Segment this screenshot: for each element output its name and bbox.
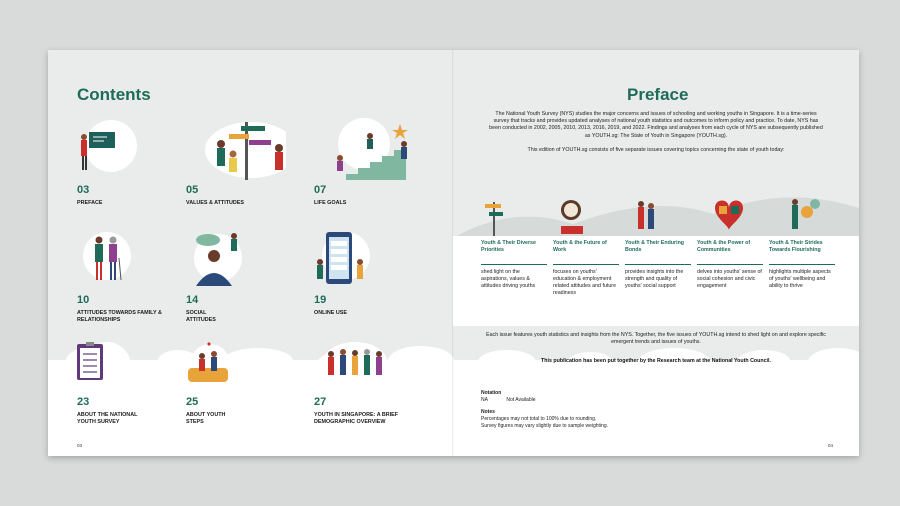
issue-title: Youth & Their Diverse Priorities bbox=[481, 240, 547, 265]
notes-heading: Notes bbox=[481, 409, 495, 415]
issue-description: shed light on the aspirations, values & attitudes driving youths bbox=[481, 269, 536, 289]
thinking-person-illustration bbox=[186, 228, 256, 290]
publication-credit: This publication has been put together by the Research team at the National Youth Council. bbox=[541, 358, 771, 364]
toc-label: PREFACE bbox=[77, 200, 103, 206]
group-of-youths-illustration bbox=[314, 340, 394, 402]
preface-page bbox=[453, 50, 859, 456]
toc-page-number: 05 bbox=[186, 184, 199, 196]
notation-code: NA bbox=[481, 397, 488, 403]
issue-title: Youth & Their Strides Towards Flourishing bbox=[769, 240, 835, 265]
toc-page-number: 23 bbox=[77, 396, 90, 408]
contents-title: Contents bbox=[77, 85, 151, 104]
stairs-to-star-illustration bbox=[314, 118, 424, 180]
teacher-at-board-illustration bbox=[77, 118, 147, 180]
intro-paragraph-1: The National Youth Survey (NYS) studies the major concerns and issues of schooling and working youths in Singapore. It is a time-series survey that tracks and provides updated analyses of national youth statistics and outcomes to inform policy and practice. To date, NYS has been conducted in 2002, 2005, 2010, 2013, 2016, 2019, and 2022. Findings and analyses from each cycle of NYS are subsequently published as YOUTH.sg: The State of Youth in Singapore (YOUTH.sg). bbox=[489, 111, 823, 139]
contents-page bbox=[48, 50, 453, 456]
toc-page-number: 27 bbox=[314, 396, 327, 408]
issues-illustration-strip bbox=[453, 184, 859, 238]
family-on-sofa-illustration bbox=[186, 340, 256, 402]
note-item: Survey figures may vary slightly due to sample weighting. bbox=[481, 423, 609, 429]
toc-page-number: 07 bbox=[314, 184, 327, 196]
preface-title: Preface bbox=[627, 85, 689, 104]
issues-summary: Each issue features youth statistics and insights from the NYS. Together, the five issues of YOUTH.sg intend to shed light on and explore specific emergent trends and issues of youths. bbox=[486, 332, 826, 346]
toc-item-social-attitudes[interactable] bbox=[186, 228, 296, 328]
toc-item-values-attitudes[interactable] bbox=[186, 118, 296, 218]
notation-notes bbox=[481, 390, 608, 430]
intro-paragraph-2: This edition of YOUTH.sg consists of five separate issues covering topics concerning the state of youth today: bbox=[527, 146, 785, 153]
survey-clipboard-illustration bbox=[77, 340, 147, 402]
issue-description: focuses on youths' education & employment related attitudes and future readiness bbox=[553, 269, 617, 296]
toc-label: ATTITUDES TOWARDS FAMILY & RELATIONSHIPS bbox=[77, 310, 162, 323]
issue-title: Youth & the Power of Communities bbox=[697, 240, 763, 265]
toc-label: LIFE GOALS bbox=[314, 200, 347, 206]
issue-title: Youth & the Future of Work bbox=[553, 240, 619, 265]
toc-item-family-relationships[interactable] bbox=[77, 228, 187, 328]
toc-item-online-use[interactable] bbox=[314, 228, 424, 328]
note-item: Percentages may not total to 100% due to rounding. bbox=[481, 416, 597, 422]
toc-label: YOUTH IN SINGAPORE: A BRIEF DEMOGRAPHIC OVERVIEW bbox=[314, 412, 399, 425]
phone-profiles-illustration bbox=[314, 228, 384, 290]
issue-diverse-priorities bbox=[481, 240, 547, 290]
toc-item-demographic-overview[interactable] bbox=[314, 340, 434, 440]
toc-item-about-youth-steps[interactable] bbox=[186, 340, 296, 440]
issue-enduring-bonds bbox=[625, 240, 691, 290]
toc-item-life-goals[interactable] bbox=[314, 118, 424, 218]
preface-intro bbox=[489, 111, 823, 161]
toc-page-number: 14 bbox=[186, 294, 199, 306]
issue-strides-towards-flourishing bbox=[769, 240, 835, 290]
right-page-number: 04 bbox=[827, 443, 833, 448]
issues-panel bbox=[453, 236, 859, 326]
toc-label: ABOUT YOUTH STEPS bbox=[186, 412, 226, 425]
notation-row bbox=[481, 397, 608, 404]
notation-heading: Notation bbox=[481, 390, 502, 396]
left-page-number: 03 bbox=[77, 443, 83, 448]
toc-page-number: 25 bbox=[186, 396, 199, 408]
issue-description: highlights multiple aspects of youths' wellbeing and ability to thrive bbox=[769, 269, 831, 289]
toc-label: ABOUT THE NATIONAL YOUTH SURVEY bbox=[77, 412, 138, 425]
notation-meaning: Not Available bbox=[506, 397, 536, 403]
issue-future-of-work bbox=[553, 240, 619, 297]
toc-item-preface[interactable] bbox=[77, 118, 187, 218]
issue-power-of-communities bbox=[697, 240, 763, 290]
signpost-crowd-illustration bbox=[186, 118, 286, 180]
toc-page-number: 19 bbox=[314, 294, 327, 306]
toc-item-about-nys[interactable] bbox=[77, 340, 187, 440]
issue-title: Youth & Their Enduring Bonds bbox=[625, 240, 691, 265]
toc-label: SOCIAL ATTITUDES bbox=[186, 310, 216, 323]
couple-walking-illustration bbox=[77, 228, 147, 290]
toc-page-number: 10 bbox=[77, 294, 90, 306]
issue-description: delves into youths' sense of social cohesion and civic engagement bbox=[697, 269, 762, 289]
issue-description: provides insights into the strength and quality of youths' social support bbox=[625, 269, 684, 289]
toc-page-number: 03 bbox=[77, 184, 90, 196]
booklet-spread bbox=[48, 50, 859, 456]
toc-label: ONLINE USE bbox=[314, 310, 347, 316]
toc-label: VALUES & ATTITUDES bbox=[186, 200, 244, 206]
